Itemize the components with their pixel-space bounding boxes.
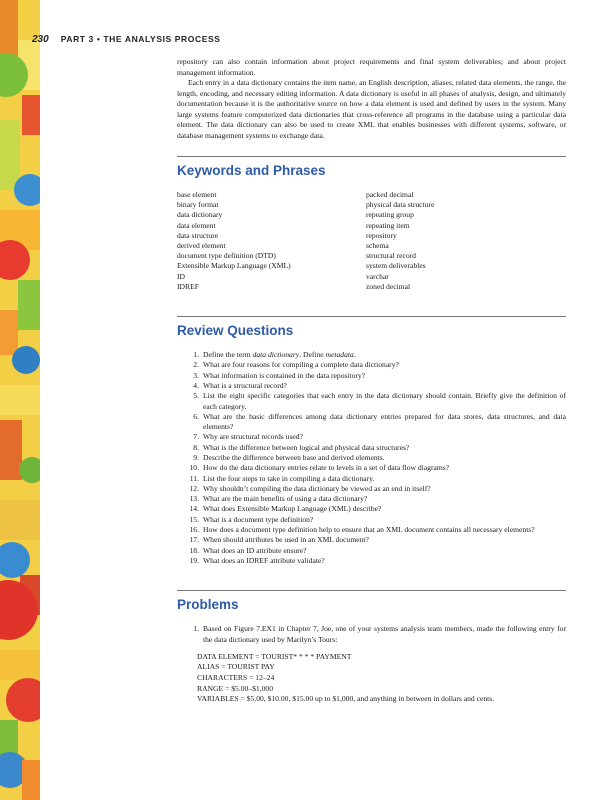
keyword: ID — [177, 271, 186, 281]
keyword: base element — [177, 190, 217, 199]
keywords-column-1 — [177, 190, 366, 292]
list-item: 12. Why shouldn’t compiling the data dictionary be viewed as an end in itself? — [177, 484, 566, 494]
keyword: repository — [366, 230, 397, 240]
intro-paragraph-1: repository can also contain information about project requirements and final system deliverables; and about project management information. — [177, 57, 566, 77]
keyword: repeating group — [366, 210, 414, 220]
problems-heading: Problems — [177, 597, 239, 613]
keyword: derived element — [177, 241, 226, 251]
list-item: 17. When should attributes be used in an XML document? — [177, 535, 566, 545]
question-text: What does an IDREF attribute validate? — [203, 555, 325, 565]
entry-line: RANGE = $5.00–$1,000 — [197, 683, 274, 693]
list-item: 15. What is a document type definition? — [177, 515, 566, 525]
keywords-heading: Keywords and Phrases — [177, 163, 326, 178]
keyword: binary format — [177, 200, 219, 210]
list-item: 6. What are the basic differences among data dictionary entries prepared for data stores, data structures, and data elements? — [193, 411, 566, 432]
running-title: PART 3 • THE ANALYSIS PROCESS — [60, 34, 221, 44]
question-text: Why shouldn’t compiling the data dictionary be viewed as an end in itself? — [203, 483, 431, 493]
question-text: What does Extensible Markup Language (XML) describe? — [203, 504, 382, 514]
question-text: When should attributes be used in an XML document? — [203, 535, 369, 545]
decorative-side-strip — [0, 0, 40, 800]
question-text: Describe the difference between base and derived elements. — [203, 453, 385, 462]
list-item: 1. Define the term data dictionary. Define metadata. — [177, 350, 566, 360]
keyword: document type definition (DTD) — [177, 251, 276, 261]
list-item: 1. Based on Figure 7.EX1 in Chapter 7, Joe, one of your systems analysis team members, made the following entry for the data dictionary used by Marilyn’s Tours: — [193, 624, 566, 644]
keyword: schema — [366, 241, 389, 251]
question-text: How do the data dictionary entries relate to levels in a set of data flow diagrams? — [203, 463, 450, 473]
problem-text: Based on Figure 7.EX1 in Chapter 7, Joe, one of your systems analysis team members, made the following entry for the data dictionary used by Marilyn’s Tours: — [203, 624, 566, 644]
keywords-list — [177, 190, 566, 292]
review-questions-list — [177, 350, 566, 566]
keyword: zoned decimal — [366, 281, 411, 291]
list-item: 14. What does Extensible Markup Language (XML) describe? — [177, 504, 566, 514]
list-item: 18. What does an ID attribute ensure? — [177, 546, 566, 556]
list-item: 2. What are four reasons for compiling a complete data dictionary? — [177, 360, 566, 370]
entry-line: DATA ELEMENT = TOURIST* * * * PAYMENT — [197, 651, 352, 661]
data-dictionary-entry — [197, 652, 566, 705]
question-text: What information is contained in the data repository? — [203, 370, 366, 380]
list-item: 10. How do the data dictionary entries relate to levels in a set of data flow diagrams? — [177, 463, 566, 473]
question-text: What is a structural record? — [203, 380, 287, 390]
keyword: Extensible Markup Language (XML) — [177, 261, 291, 271]
entry-line: ALIAS = TOURIST PAY — [197, 662, 275, 672]
page-number: 230 — [32, 34, 49, 45]
keyword: varchar — [366, 271, 389, 281]
list-item: 9. Describe the difference between base and derived elements. — [177, 453, 566, 463]
entry-line: VARIABLES = $5.00, $10.00, $15.00 up to $1,000, and anything in between in dollars and cents. — [197, 694, 495, 704]
question-text: What is the difference between logical and physical data structures? — [203, 442, 410, 452]
intro-paragraph-2: Each entry in a data dictionary contains the item name, an English description, aliases, related data elements, the range, the length, encoding, and necessary editing information. A data dictionary is useful in all phases of analysis, design, and ultimately documentation because it is the authoritative source on how a data element is used and defined by users in the system. Many large systems feature computerized data dictionaries that cross-reference all programs in the database using a particular data element. The data dictionary can also be used to create XML that enables businesses with different systems, software, or database management systems to exchange data. — [177, 78, 566, 140]
question-text: Why are structural records used? — [203, 432, 303, 442]
question-text: What are the basic differences among data dictionary entries prepared for data stores, data structures, and data elements? — [203, 411, 566, 432]
question-text: What are the main benefits of using a data dictionary? — [203, 494, 368, 504]
keyword: repeating item — [366, 220, 410, 230]
page-content — [177, 57, 566, 705]
keyword: data element — [177, 220, 216, 230]
keyword: system deliverables — [366, 261, 426, 271]
question-text: List the four steps to take in compiling a data dictionary. — [203, 473, 375, 483]
list-item: 8. What is the difference between logical and physical data structures? — [177, 443, 566, 453]
question-text: How does a document type definition help to ensure that an XML document contains all necessary elements? — [203, 525, 535, 535]
keyword: data dictionary — [177, 210, 223, 220]
keyword: physical data structure — [366, 200, 435, 210]
question-text: List the eight specific categories that each entry in the data dictionary should contain. Briefly give the definition of each category. — [203, 391, 566, 411]
question-text: What are four reasons for compiling a complete data dictionary? — [203, 360, 399, 370]
keyword: structural record — [366, 251, 416, 261]
list-item: 4. What is a structural record? — [177, 381, 566, 391]
list-item: 19. What does an IDREF attribute validate? — [177, 556, 566, 566]
keywords-section — [177, 156, 566, 292]
list-item: 13. What are the main benefits of using a data dictionary? — [177, 494, 566, 504]
list-item: 5. List the eight specific categories that each entry in the data dictionary should contain. Briefly give the definition of each category. — [193, 391, 566, 411]
list-item: 7. Why are structural records used? — [177, 432, 566, 442]
list-item: 16. How does a document type definition help to ensure that an XML document contains all necessary elements? — [177, 525, 566, 535]
list-item: 3. What information is contained in the data repository? — [177, 371, 566, 381]
question-text: What does an ID attribute ensure? — [203, 545, 307, 555]
keyword: data structure — [177, 230, 219, 240]
entry-line: CHARACTERS = 12–24 — [197, 673, 275, 683]
keywords-column-2 — [366, 190, 555, 292]
problems-list — [177, 624, 566, 645]
keyword: packed decimal — [366, 190, 414, 199]
list-item: 11. List the four steps to take in compiling a data dictionary. — [177, 474, 566, 484]
review-heading: Review Questions — [177, 323, 294, 339]
question-text: What is a document type definition? — [203, 514, 314, 524]
running-header — [32, 34, 221, 45]
keyword: IDREF — [177, 281, 199, 291]
question-text: Define the term data dictionary. Define metadata. — [203, 350, 356, 360]
problems-section — [177, 590, 566, 705]
review-section — [177, 316, 566, 566]
